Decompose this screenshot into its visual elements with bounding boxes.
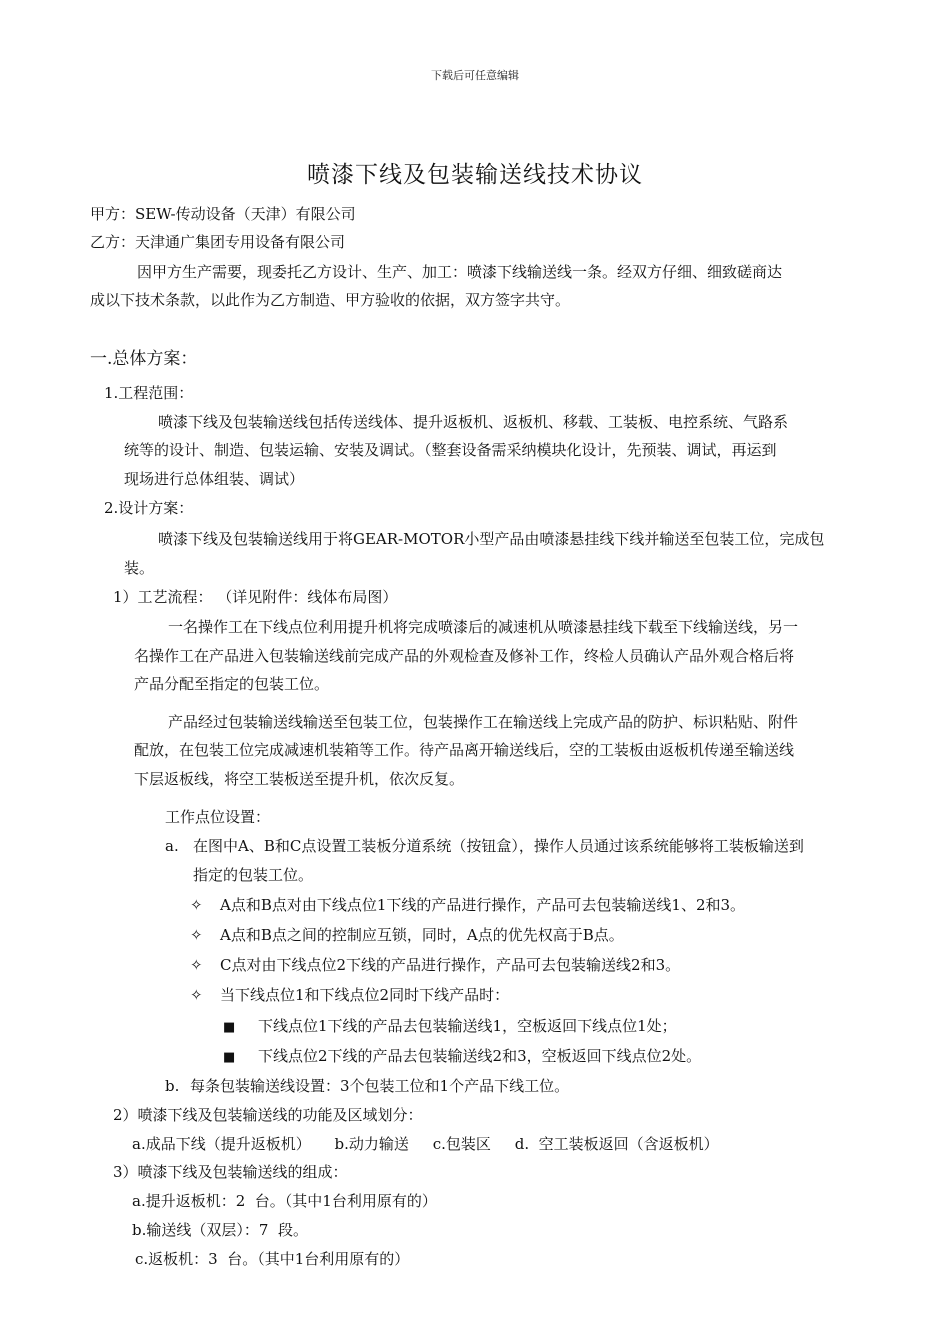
scope-line: 喷漆下线及包装输送线包括传送线体、提升返板机、返板机、移载、工装板、电控系统、气路系 (158, 413, 789, 431)
diamond-icon: ✧ (190, 926, 203, 944)
process-para2-line: 下层返板线，将空工装板送至提升机，依次反复。 (134, 770, 465, 788)
design-line: 喷漆下线及包装输送线用于将GEAR-MOTOR小型产品由喷漆悬挂线下线并输送至包装工位，完成包 (158, 530, 825, 548)
item-a-line: 在图中A、B和C点设置工装板分道系统（按钮盒），操作人员通过该系统能够将工装板输送到 (193, 837, 804, 855)
diamond-bullet-item (190, 925, 624, 945)
item-b-label: b. (165, 1077, 180, 1095)
diamond-icon: ✧ (190, 896, 203, 914)
subsection-heading: 2.设计方案： (104, 499, 194, 517)
zones-heading: 2）喷漆下线及包装输送线的功能及区域划分： (113, 1106, 423, 1124)
process-para1-line: 一名操作工在下线点位利用提升机将完成喷漆后的减速机从喷漆悬挂线下载至下线输送线，另一 (168, 618, 799, 636)
station-heading: 工作点位设置： (165, 808, 271, 826)
scope-line: 统等的设计、制造、包装运输、安装及调试。（整套设备需采纳模块化设计，先预装、调试，再运到 (124, 441, 777, 459)
diamond-icon: ✧ (190, 956, 203, 974)
item-a-line: 指定的包装工位。 (193, 866, 314, 884)
zones-line: a.成品下线（提升返板机） b.动力输送 c.包装区 d. 空工装板返回（含返板机） (132, 1135, 719, 1153)
diamond-item-text: C点对由下线点位2下线的产品进行操作，产品可去包装输送线2和3。 (220, 956, 681, 974)
process-para2-line: 配放，在包装工位完成减速机装箱等工作。待产品离开输送线后，空的工装板由返板机传递至输送线 (134, 741, 795, 759)
diamond-item-text: A点和B点之间的控制应互锁，同时，A点的优先权高于B点。 (220, 926, 624, 944)
page-header: 下载后可任意编辑 (431, 69, 519, 82)
diamond-bullet-item (190, 895, 745, 915)
section-heading: 一.总体方案： (90, 349, 198, 369)
square-icon: ■ (223, 1020, 236, 1035)
diamond-icon: ✧ (190, 986, 203, 1004)
party-b: 乙方：天津通广集团专用设备有限公司 (90, 233, 346, 251)
diamond-bullet-item (190, 985, 509, 1005)
square-bullet-item (223, 1046, 701, 1068)
process-para1-line: 名操作工在产品进入包装输送线前完成产品的外观检查及修补工作，终检人员确认产品外观合格后将 (134, 647, 795, 665)
process-heading: 1）工艺流程： （详见附件：线体布局图） (113, 588, 398, 606)
intro-line: 成以下技术条款，以此作为乙方制造、甲方验收的依据，双方签字共守。 (90, 291, 571, 309)
composition-item: a.提升返板机：2 台。（其中1台利用原有的） (132, 1192, 437, 1210)
square-item-text: 下线点位1下线的产品去包装输送线1，空板返回下线点位1处； (258, 1017, 677, 1035)
subsection-heading: 1.工程范围： (104, 384, 194, 402)
square-bullet-item (223, 1016, 677, 1038)
composition-item: c.返板机：3 台。（其中1台利用原有的） (135, 1250, 410, 1268)
document-title: 喷漆下线及包装输送线技术协议 (307, 162, 643, 188)
diamond-item-text: A点和B点对由下线点位1下线的产品进行操作，产品可去包装输送线1、2和3。 (220, 896, 746, 914)
item-b-text: 每条包装输送线设置：3个包装工位和1个产品下线工位。 (190, 1077, 570, 1095)
diamond-bullet-item (190, 955, 680, 975)
item-a-label: a. (165, 837, 179, 855)
process-para2-line: 产品经过包装输送线输送至包装工位，包装操作工在输送线上完成产品的防护、标识粘贴、附件 (168, 713, 799, 731)
process-para1-line: 产品分配至指定的包装工位。 (134, 675, 330, 693)
diamond-item-text: 当下线点位1和下线点位2同时下线产品时： (220, 986, 510, 1004)
square-icon: ■ (223, 1050, 236, 1065)
design-line: 装。 (124, 559, 155, 577)
square-item-text: 下线点位2下线的产品去包装输送线2和3，空板返回下线点位2处。 (258, 1047, 702, 1065)
scope-line: 现场进行总体组装、调试） (124, 470, 305, 488)
party-a: 甲方：SEW-传动设备（天津）有限公司 (90, 205, 356, 223)
composition-item: b.输送线（双层）：7 段。 (132, 1221, 308, 1239)
composition-heading: 3）喷漆下线及包装输送线的组成： (113, 1163, 348, 1181)
intro-line: 因甲方生产需要，现委托乙方设计、生产、加工：喷漆下线输送线一条。经双方仔细、细致磋商达 (137, 263, 783, 281)
